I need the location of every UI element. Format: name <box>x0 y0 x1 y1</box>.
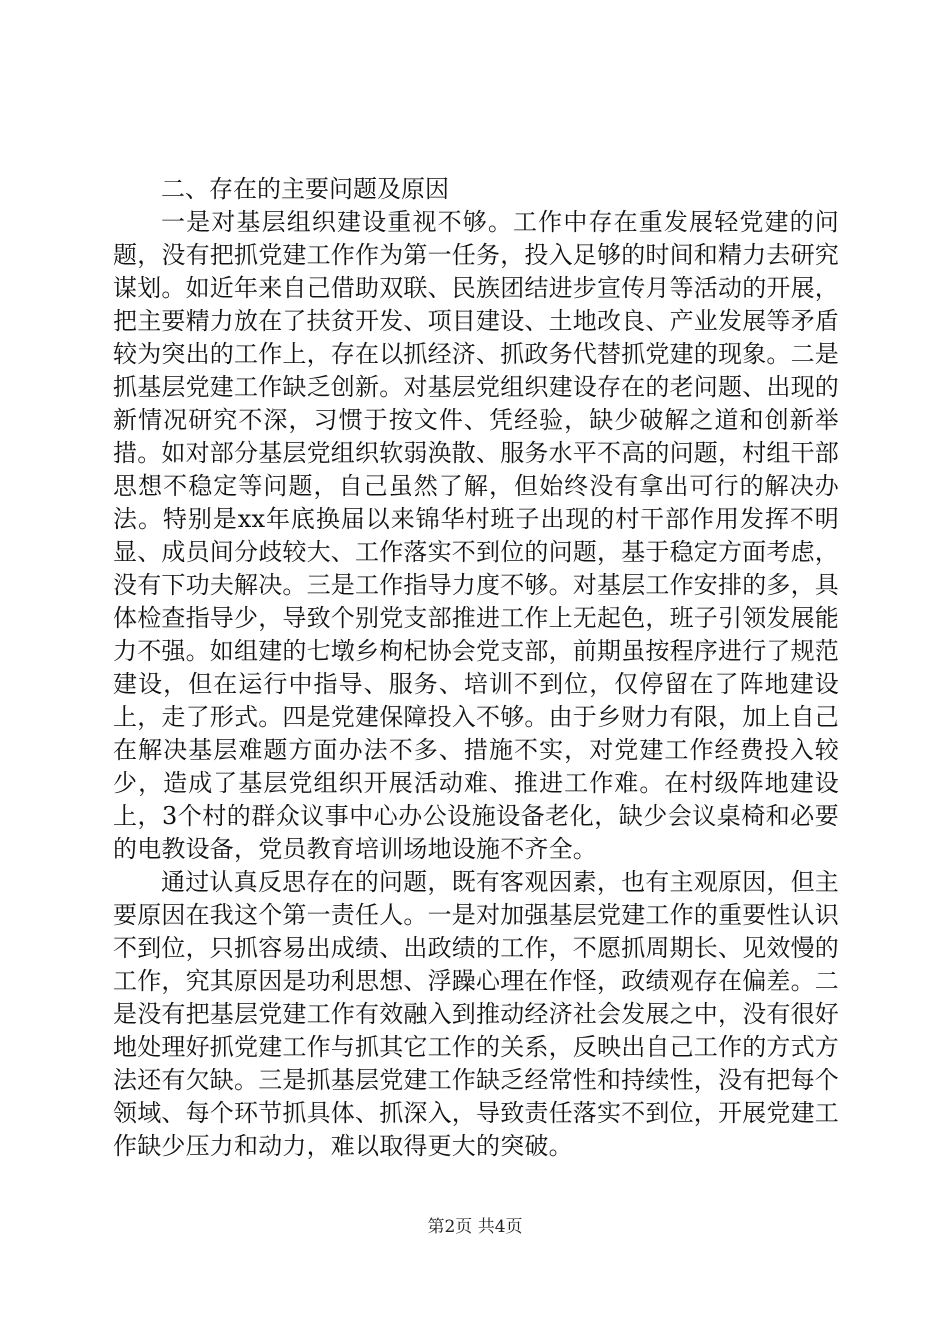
paragraph-reasons: 通过认真反思存在的问题，既有客观因素，也有主观原因，但主要原因在我这个第一责任人。一是对加强基层党建工作的重要性认识不到位，只抓容易出成绩、出政绩的工作，不愿抓周期长、见效慢的工作，究其原因是功利思想、浮躁心理在作怪，政绩观存在偏差。二是没有把基层党建工作有效融入到推动经济社会发展之中，没有很好地处理好抓党建工作与抓其它工作的关系，反映出自己工作的方式方法还有欠缺。三是抓基层党建工作缺乏经常性和持续性，没有把每个领域、每个环节抓具体、抓深入，导致责任落实不到位，开展党建工作缺少压力和动力，难以取得更大的突破。 <box>113 868 839 1160</box>
section-heading: 二、存在的主要问题及原因 <box>161 175 449 203</box>
paragraph-problems: 一是对基层组织建设重视不够。工作中存在重发展轻党建的问题，没有把抓党建工作作为第一任务，投入足够的时间和精力去研究谋划。如近年来自己借助双联、民族团结进步宣传月等活动的开展，把主要精力放在了扶贫开发、项目建设、土地改良、产业发展等矛盾较为突出的工作上，存在以抓经济、抓政务代替抓党建的现象。二是抓基层党建工作缺乏创新。对基层党组织建设存在的老问题、出现的新情况研究不深，习惯于按文件、凭经验，缺少破解之道和创新举措。如对部分基层党组织软弱涣散、服务水平不高的问题，村组干部思想不稳定等问题，自己虽然了解，但始终没有拿出可行的解决办法。特别是xx年底换届以来锦华村班子出现的村干部作用发挥不明显、成员间分歧较大、工作落实不到位的问题，基于稳定方面考虑，没有下功夫解决。三是工作指导力度不够。对基层工作安排的多，具体检查指导少，导致个别党支部推进工作上无起色，班子引领发展能力不强。如组建的七墩乡枸杞协会党支部，前期虽按程序进行了规范建设，但在运行中指导、服务、培训不到位，仅停留在了阵地建设上，走了形式。四是党建保障投入不够。由于乡财力有限，加上自己在解决基层难题方面办法不多、措施不实，对党建工作经费投入较少，造成了基层党组织开展活动难、推进工作难。在村级阵地建设上，3个村的群众议事中心办公设施设备老化，缺少会议桌椅和必要的电教设备，党员教育培训场地设施不齐全。 <box>113 208 839 863</box>
document-body <box>113 173 839 1163</box>
page-footer: 第2页 共4页 <box>427 1217 523 1237</box>
